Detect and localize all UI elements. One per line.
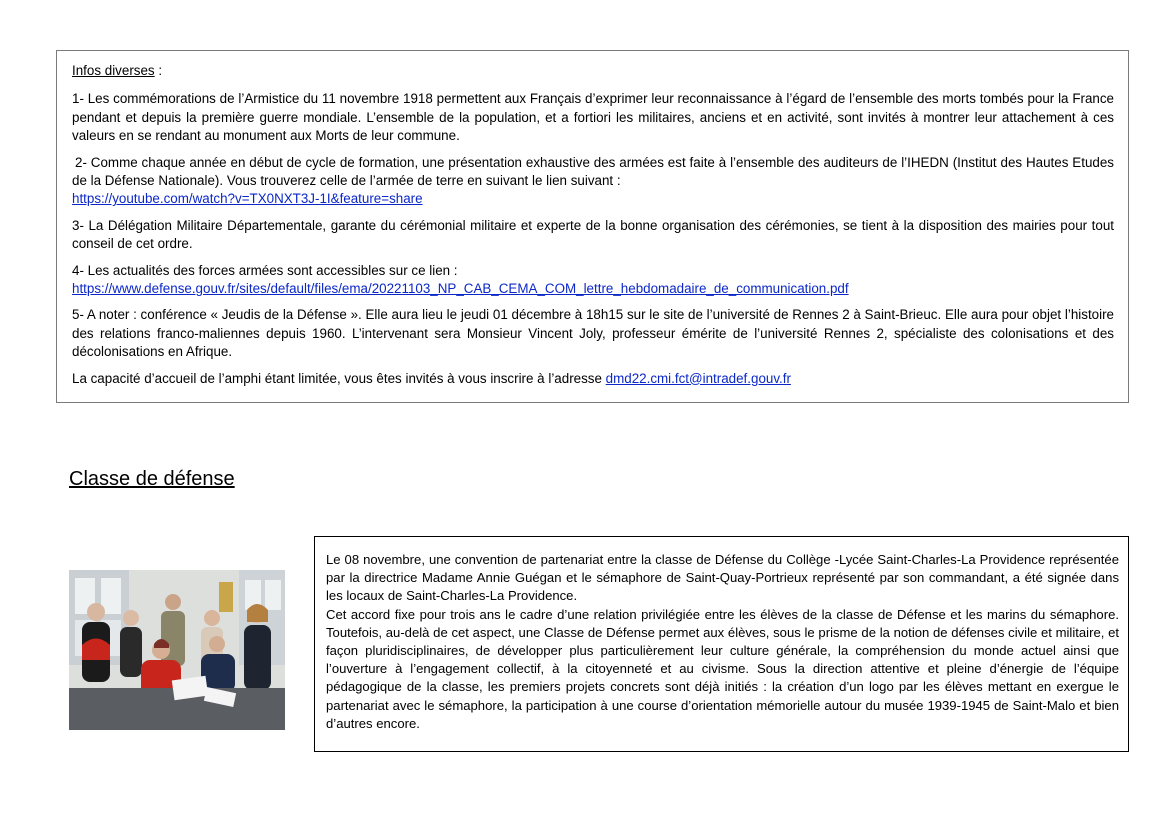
info-item-1: 1- Les commémorations de l’Armistice du 11 novembre 1918 permettent aux Français d’exprimer leur reconnaissance à l’égard de l’ensemble des morts tombés pour la France pendant et depuis la première guerre mondiale. L’ensemble de la population, et a fortiori les militaires, anciens et en activité, sont invités à montrer leur attachement à ces valeurs en se rendant au monument aux Morts de leur commune. bbox=[72, 91, 1114, 144]
capacity-line bbox=[72, 370, 1114, 388]
capacity-text: La capacité d’accueil de l’amphi étant limitée, vous êtes invités à vous inscrire à l’adresse bbox=[72, 370, 606, 386]
registration-email-link[interactable]: dmd22.cmi.fct@intradef.gouv.fr bbox=[605, 370, 791, 386]
info-item-3: 3- La Délégation Militaire Départementale, garante du cérémonial militaire et experte de la bonne organisation des cérémonies, se tient à la disposition des mairies pour tout conseil de cet ordre. bbox=[72, 217, 1114, 252]
infos-heading-line bbox=[72, 62, 1114, 80]
info-item-2 bbox=[72, 154, 1114, 209]
youtube-link[interactable]: https://youtube.com/watch?v=TX0NXT3J-1I&feature=share bbox=[72, 191, 423, 207]
info-item-4 bbox=[72, 262, 1114, 299]
classe-paragraph-1: Le 08 novembre, une convention de partenariat entre la classe de Défense du Collège -Lycée Saint-Charles-La Providence représentée par la directrice Madame Annie Guégan et le sémaphore de Saint-Quay-Portrieux représenté par son commandant, a été signée dans les locaux de Saint-Charles-La Providence. bbox=[326, 552, 1119, 604]
info-item-5: 5- A noter : conférence « Jeudis de la Défense ». Elle aura lieu le jeudi 01 décembre à 18h15 sur le site de l’université de Rennes 2 à Saint-Brieuc. Elle aura pour objet l’histoire des relations franco-maliennes depuis 1960. L’intervenant sera Monsieur Vincent Joly, professeur émérite de l’université Rennes 2, spécialiste des colonisations et des décolonisations en Afrique. bbox=[72, 307, 1114, 360]
infos-diverses-box bbox=[56, 50, 1129, 403]
photo-illustration bbox=[69, 570, 285, 730]
signing-ceremony-photo bbox=[69, 570, 285, 730]
info-item-2-text: 2- Comme chaque année en début de cycle de formation, une présentation exhaustive des armées est faite à l’ensemble des auditeurs de l’IHEDN (Institut des Hautes Etudes de la Défense Nationale). Vous trouverez celle de l’armée de terre en suivant le lien suivant : bbox=[72, 154, 1114, 189]
infos-heading: Infos diverses bbox=[72, 63, 155, 78]
section-title-classe-defense: Classe de défense bbox=[69, 468, 235, 490]
info-item-4-text: 4- Les actualités des forces armées sont accessibles sur ce lien : bbox=[72, 262, 458, 278]
classe-paragraph-2: Cet accord fixe pour trois ans le cadre d’une relation privilégiée entre les élèves de la classe de Défense et les marins du sémaphore. Toutefois, au-delà de cet aspect, une Classe de Défense permet aux élèves, sous le prisme de la notion de défenses civile et militaire, et façon pluridisciplinaires, de développer plus particulièrement leur culture générale, la compréhension du monde actuel ainsi que l’ouverture à l’engagement collectif, à la citoyenneté et au civisme. Sous la direction attentive et pleine d’énergie de l’équipe pédagogique de la classe, les premiers projets concrets sont déjà initiés : la création d’un logo par les élèves mettant en exergue le partenariat avec le sémaphore, la participation à une course d’orientation mémorielle autour du musée 1939-1945 de Saint-Malo et bien d’autres encore. bbox=[326, 606, 1119, 731]
defense-pdf-link[interactable]: https://www.defense.gouv.fr/sites/default/files/ema/20221103_NP_CAB_CEMA_COM_lettre_hebdomadaire_de_communication.pdf bbox=[72, 281, 849, 297]
classe-defense-textbox bbox=[314, 536, 1129, 752]
infos-heading-suffix: : bbox=[154, 63, 163, 78]
